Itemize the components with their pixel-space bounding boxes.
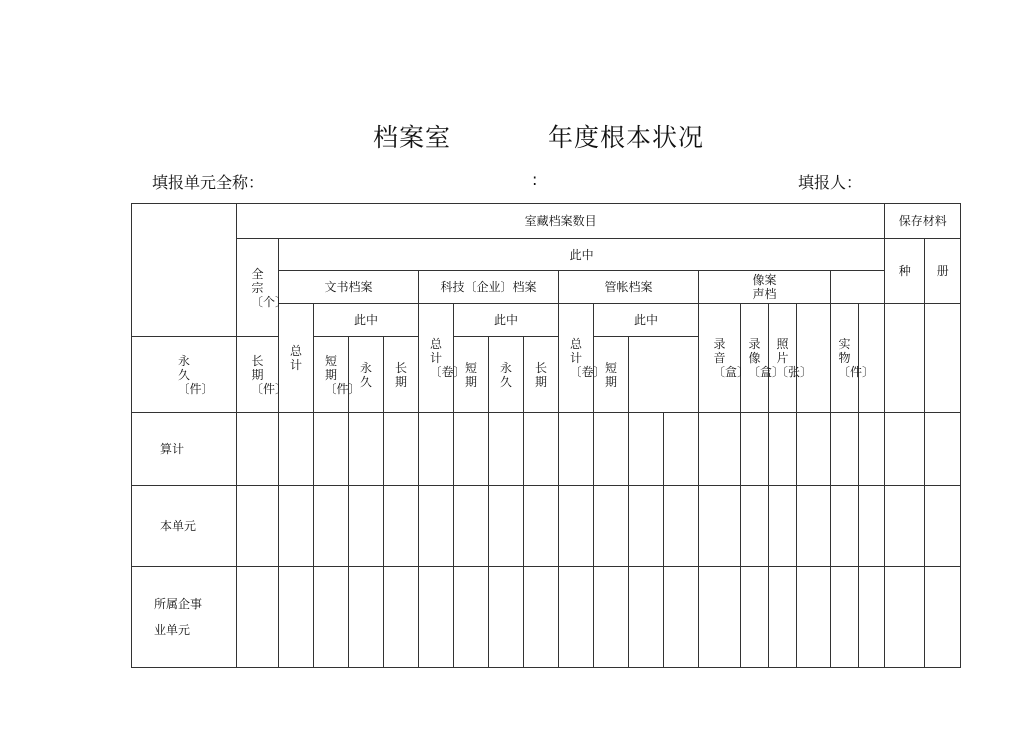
volume-header: 册 — [925, 239, 961, 304]
audio-header: 录音〔盒〕 — [699, 304, 741, 413]
keji-perm-header: 永久 — [349, 337, 384, 413]
row-label-unit: 本单元 — [132, 486, 237, 567]
doc-title-right: 年度根本状况 — [548, 123, 705, 152]
keji-among-header: 此中 — [454, 304, 559, 337]
doc-title-left: 档案室 — [373, 123, 452, 152]
xiang-header: 像案声档 — [699, 271, 831, 304]
kind-blank — [925, 304, 961, 413]
blank-header — [831, 271, 885, 304]
keji-long-header: 长期 — [384, 337, 419, 413]
row-label-total: 算计 — [132, 413, 237, 486]
wenshu-total-header: 总计 — [279, 304, 314, 413]
table-row — [132, 567, 961, 668]
blank-col-1 — [859, 304, 885, 413]
kind-header: 种 — [885, 239, 925, 304]
keji-header: 科技〔企业〕档案 — [419, 271, 559, 304]
reporter-label: 填报人： — [798, 173, 863, 192]
object-header: 实物〔件〕 — [831, 304, 859, 413]
photo-header: 照片〔张〕 — [769, 304, 797, 413]
archive-status-table — [131, 203, 961, 668]
quanzong-header: 全宗〔个〕 — [237, 239, 279, 337]
holdings-header: 室藏档案数目 — [237, 204, 885, 239]
kuaiji-long-header: 长期 — [524, 337, 559, 413]
video-header: 录像〔盒〕 — [741, 304, 769, 413]
colon-separator: : — [532, 170, 538, 189]
kuaiji-perm-header: 永久 — [489, 337, 524, 413]
kuaiji-among-header: 此中 — [594, 304, 699, 337]
wenshu-perm-header: 永久〔件〕 — [132, 337, 237, 413]
table-row — [132, 413, 961, 486]
kuaiji-header: 管帐档案 — [559, 271, 699, 304]
keji-short-header: 短期 — [454, 337, 489, 413]
keji-total-header: 总计〔卷〕 — [419, 304, 454, 413]
corner-cell — [132, 204, 237, 337]
wenshu-short-header: 短期〔件〕 — [314, 337, 349, 413]
spacer-header — [797, 304, 831, 413]
table-row — [132, 486, 961, 567]
wenshu-long-header: 长期〔件〕 — [237, 337, 279, 413]
blank-col-2 — [885, 304, 925, 413]
among-header: 此中 — [279, 239, 885, 271]
wenshu-header: 文书档案 — [279, 271, 419, 304]
unit-name-label: 填报单元全称： — [152, 173, 265, 192]
kuaiji-total-header: 总计〔卷〕 — [559, 304, 594, 413]
kuaiji-short-header: 短期 — [594, 337, 629, 413]
materials-header: 保存材料 — [885, 204, 961, 239]
wenshu-among-header: 此中 — [314, 304, 419, 337]
row-label-affiliates: 所属企事 业单元 — [132, 567, 237, 668]
